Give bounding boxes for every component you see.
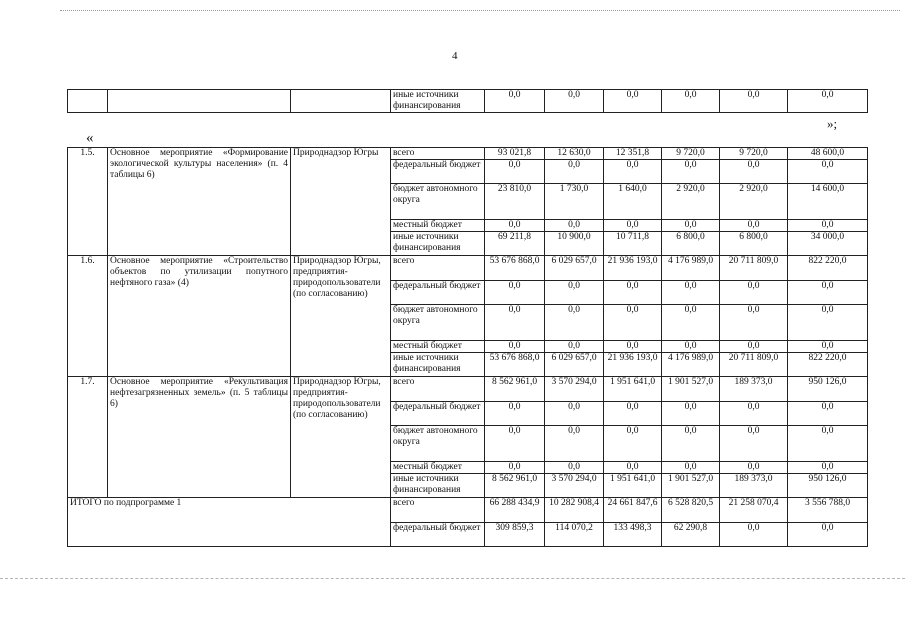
item-code: 1.6. <box>68 256 108 377</box>
value-cell: 822 220,0 <box>788 256 868 281</box>
value-cell: 0,0 <box>662 402 720 426</box>
scan-artifact-bottom <box>0 578 905 579</box>
source-cell: федеральный бюджет <box>391 523 485 547</box>
value-cell: 4 176 989,0 <box>662 353 720 377</box>
value-cell: 0,0 <box>545 281 604 305</box>
value-cell: 2 920,0 <box>720 184 788 220</box>
continuation-table <box>67 89 868 113</box>
value-cell: 0,0 <box>485 90 545 113</box>
value-cell: 0,0 <box>485 341 545 353</box>
value-cell: 0,0 <box>485 402 545 426</box>
source-cell: бюджет автономного округа <box>391 426 485 462</box>
source-cell: федеральный бюджет <box>391 160 485 184</box>
table-row <box>68 148 868 160</box>
value-cell: 0,0 <box>485 462 545 474</box>
value-cell: 21 258 070,4 <box>720 498 788 523</box>
value-cell: 309 859,3 <box>485 523 545 547</box>
source-cell: всего <box>391 498 485 523</box>
value-cell: 0,0 <box>604 305 662 341</box>
value-cell: 12 351,8 <box>604 148 662 160</box>
source-cell: иные источники финансирования <box>391 353 485 377</box>
value-cell: 0,0 <box>788 305 868 341</box>
value-cell: 3 570 294,0 <box>545 474 604 498</box>
source-cell: федеральный бюджет <box>391 402 485 426</box>
value-cell: 0,0 <box>604 90 662 113</box>
source-cell: всего <box>391 377 485 402</box>
value-cell: 1 640,0 <box>604 184 662 220</box>
value-cell: 822 220,0 <box>788 353 868 377</box>
value-cell: 0,0 <box>545 90 604 113</box>
value-cell: 21 936 193,0 <box>604 256 662 281</box>
item-name: Основное мероприятие «Рекультивация нефтезагрязненных земель» (п. 5 таблицы 6) <box>108 377 291 498</box>
value-cell: 133 498,3 <box>604 523 662 547</box>
value-cell: 189 373,0 <box>720 474 788 498</box>
value-cell: 0,0 <box>662 462 720 474</box>
value-cell: 0,0 <box>604 426 662 462</box>
value-cell: 9 720,0 <box>720 148 788 160</box>
value-cell: 0,0 <box>604 220 662 232</box>
value-cell: 0,0 <box>788 341 868 353</box>
item-executor: Природнадзор Югры, предприятия-природопользователи (по согласованию) <box>291 377 391 498</box>
value-cell: 0,0 <box>604 160 662 184</box>
source-cell: местный бюджет <box>391 220 485 232</box>
value-cell: 20 711 809,0 <box>720 353 788 377</box>
value-cell: 0,0 <box>604 402 662 426</box>
value-cell: 0,0 <box>720 281 788 305</box>
value-cell: 0,0 <box>485 220 545 232</box>
value-cell: 6 029 657,0 <box>545 353 604 377</box>
value-cell: 0,0 <box>604 341 662 353</box>
value-cell: 53 676 868,0 <box>485 353 545 377</box>
value-cell: 62 290,8 <box>662 523 720 547</box>
value-cell: 950 126,0 <box>788 377 868 402</box>
value-cell: 69 211,8 <box>485 232 545 256</box>
value-cell: 0,0 <box>485 426 545 462</box>
value-cell: 0,0 <box>545 220 604 232</box>
page-number: 4 <box>452 50 458 62</box>
value-cell: 3 556 788,0 <box>788 498 868 523</box>
value-cell: 0,0 <box>662 305 720 341</box>
value-cell: 0,0 <box>720 462 788 474</box>
source-cell: всего <box>391 148 485 160</box>
total-label: ИТОГО по подпрограмме 1 <box>68 498 391 547</box>
value-cell: 0,0 <box>604 281 662 305</box>
value-cell: 10 711,8 <box>604 232 662 256</box>
value-cell: 1 951 641,0 <box>604 474 662 498</box>
value-cell: 1 951 641,0 <box>604 377 662 402</box>
value-cell: 0,0 <box>788 281 868 305</box>
value-cell: 189 373,0 <box>720 377 788 402</box>
value-cell: 0,0 <box>788 426 868 462</box>
value-cell: 0,0 <box>720 90 788 113</box>
value-cell: 6 800,0 <box>662 232 720 256</box>
value-cell: 10 900,0 <box>545 232 604 256</box>
source-cell: иные источники финансирования <box>391 474 485 498</box>
value-cell: 0,0 <box>662 220 720 232</box>
value-cell: 14 600,0 <box>788 184 868 220</box>
value-cell: 114 070,2 <box>545 523 604 547</box>
table-row <box>68 498 868 523</box>
value-cell: 34 000,0 <box>788 232 868 256</box>
value-cell: 0,0 <box>720 341 788 353</box>
value-cell: 0,0 <box>545 160 604 184</box>
code-cell <box>68 90 108 113</box>
value-cell: 0,0 <box>720 426 788 462</box>
value-cell: 0,0 <box>788 90 868 113</box>
value-cell: 66 288 434,9 <box>485 498 545 523</box>
closing-quote: »; <box>827 116 838 131</box>
value-cell: 1 730,0 <box>545 184 604 220</box>
value-cell: 950 126,0 <box>788 474 868 498</box>
value-cell: 23 810,0 <box>485 184 545 220</box>
value-cell: 9 720,0 <box>662 148 720 160</box>
value-cell: 0,0 <box>485 305 545 341</box>
value-cell: 0,0 <box>604 462 662 474</box>
value-cell: 3 570 294,0 <box>545 377 604 402</box>
financing-table <box>67 147 868 547</box>
value-cell: 93 021,8 <box>485 148 545 160</box>
value-cell: 0,0 <box>545 462 604 474</box>
value-cell: 6 800,0 <box>720 232 788 256</box>
value-cell: 0,0 <box>788 523 868 547</box>
source-cell: федеральный бюджет <box>391 281 485 305</box>
table-row <box>68 256 868 281</box>
value-cell: 8 562 961,0 <box>485 474 545 498</box>
value-cell: 0,0 <box>720 402 788 426</box>
scan-artifact-top <box>60 10 900 11</box>
value-cell: 48 600,0 <box>788 148 868 160</box>
value-cell: 1 901 527,0 <box>662 474 720 498</box>
table-row <box>68 90 868 113</box>
value-cell: 0,0 <box>662 281 720 305</box>
source-cell: иные источники финансирования <box>391 232 485 256</box>
item-code: 1.7. <box>68 377 108 498</box>
value-cell: 0,0 <box>485 160 545 184</box>
source-cell: местный бюджет <box>391 462 485 474</box>
table-row <box>68 377 868 402</box>
value-cell: 4 176 989,0 <box>662 256 720 281</box>
executor-cell <box>291 90 391 113</box>
value-cell: 1 901 527,0 <box>662 377 720 402</box>
value-cell: 53 676 868,0 <box>485 256 545 281</box>
value-cell: 21 936 193,0 <box>604 353 662 377</box>
value-cell: 0,0 <box>545 426 604 462</box>
source-cell: всего <box>391 256 485 281</box>
name-cell <box>108 90 291 113</box>
value-cell: 12 630,0 <box>545 148 604 160</box>
value-cell: 0,0 <box>545 305 604 341</box>
value-cell: 0,0 <box>788 220 868 232</box>
value-cell: 0,0 <box>788 402 868 426</box>
item-name: Основное мероприятие «Строительство объектов по утилизации попутного нефтяного газа» (4) <box>108 256 291 377</box>
value-cell: 0,0 <box>720 305 788 341</box>
value-cell: 0,0 <box>662 341 720 353</box>
item-executor: Природнадзор Югры <box>291 148 391 256</box>
value-cell: 6 528 820,5 <box>662 498 720 523</box>
value-cell: 20 711 809,0 <box>720 256 788 281</box>
value-cell: 0,0 <box>662 426 720 462</box>
value-cell: 2 920,0 <box>662 184 720 220</box>
value-cell: 0,0 <box>720 220 788 232</box>
item-name: Основное мероприятие «Формирование экологической культуры населения» (п. 4 таблицы 6) <box>108 148 291 256</box>
source-cell: местный бюджет <box>391 341 485 353</box>
value-cell: 0,0 <box>662 90 720 113</box>
value-cell: 0,0 <box>720 523 788 547</box>
value-cell: 0,0 <box>662 160 720 184</box>
item-executor: Природнадзор Югры, предприятия-природопользователи (по согласованию) <box>291 256 391 377</box>
source-cell: бюджет автономного округа <box>391 184 485 220</box>
value-cell: 10 282 908,4 <box>545 498 604 523</box>
value-cell: 0,0 <box>485 281 545 305</box>
opening-quote: « <box>86 130 94 146</box>
value-cell: 8 562 961,0 <box>485 377 545 402</box>
source-cell: бюджет автономного округа <box>391 305 485 341</box>
item-code: 1.5. <box>68 148 108 256</box>
value-cell: 0,0 <box>545 402 604 426</box>
value-cell: 0,0 <box>788 160 868 184</box>
value-cell: 0,0 <box>788 462 868 474</box>
value-cell: 0,0 <box>545 341 604 353</box>
source-cell: иные источники финансирования <box>391 90 485 113</box>
value-cell: 0,0 <box>720 160 788 184</box>
value-cell: 24 661 847,6 <box>604 498 662 523</box>
value-cell: 6 029 657,0 <box>545 256 604 281</box>
